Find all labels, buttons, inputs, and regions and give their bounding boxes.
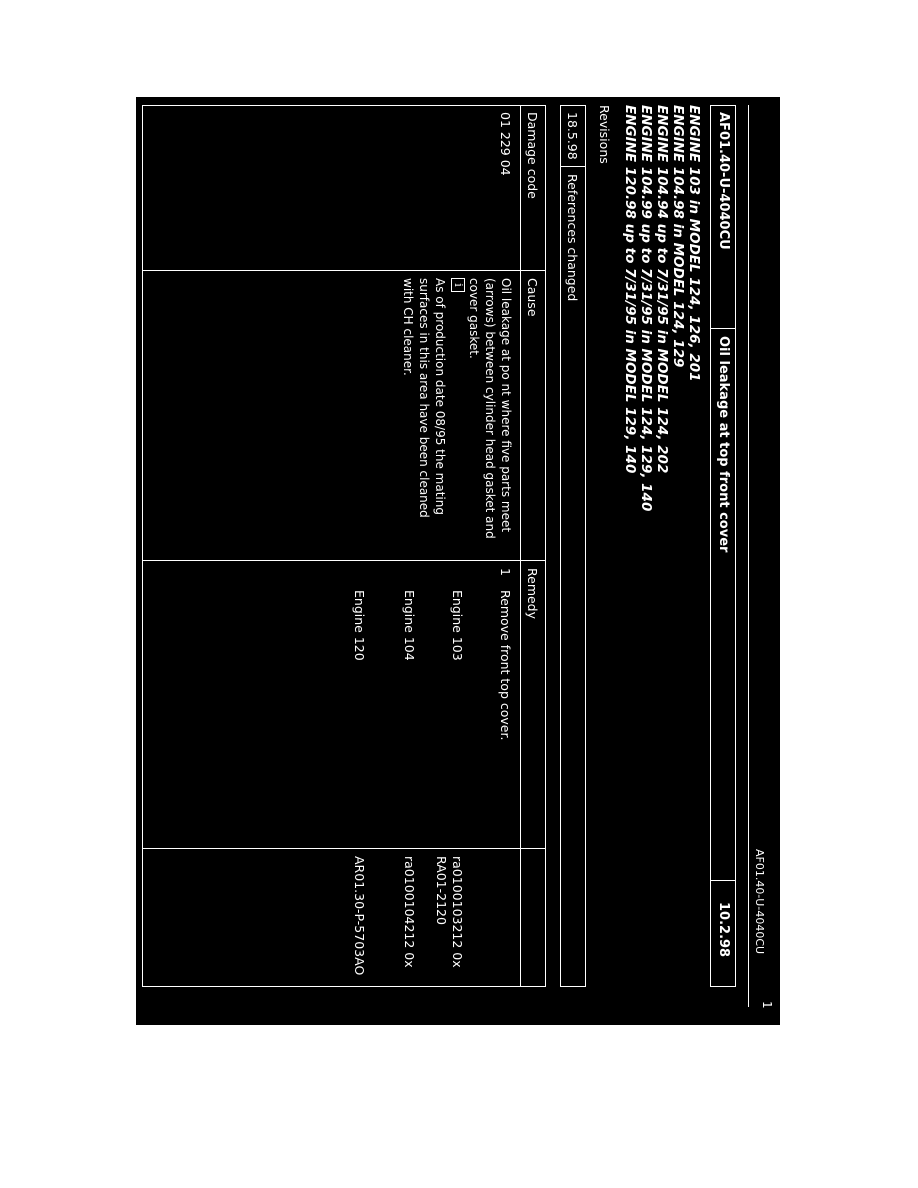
ref-label-engine-120: Engine 120 (352, 590, 367, 661)
revision-date: 18.5.98 (565, 112, 580, 160)
remedy-step-number: 1 (498, 568, 513, 576)
title-date: 10.2.98 (716, 902, 731, 958)
note-line: with CH cleaner. (401, 278, 415, 376)
header-doc-code: AF01.40-U-4040CU (753, 849, 766, 955)
header-damage-code: Damage code (525, 112, 540, 199)
revisions-table (560, 105, 586, 987)
ref-code: RA01-2120 (434, 856, 449, 925)
damage-table (142, 105, 546, 987)
title-bar (710, 105, 736, 987)
cause-line: Oil leakage at po nt where five parts meet (499, 278, 513, 533)
engine-line: ENGINE 104.99 up to 7/31/95 in MODEL 124, 129, 140 (638, 105, 654, 512)
engine-line: ENGINE 104.94 up to 7/31/95 in MODEL 124, 202 (654, 105, 670, 474)
ref-label-engine-103: Engine 103 (450, 590, 465, 661)
scanned-page (136, 97, 780, 1025)
header-rule (748, 105, 749, 1007)
note-line: surfaces in this area have been cleaned (417, 278, 431, 518)
damage-code-value: 01 229 04 (498, 112, 513, 176)
engine-line: ENGINE 103 in MODEL 124, 126, 201 (686, 105, 702, 382)
remedy-text: Remove front top cover. (498, 590, 513, 741)
revision-text: References changed (565, 174, 580, 302)
ref-code: ra0100104212 0x (402, 856, 417, 968)
rotated-document (136, 97, 780, 1025)
cause-line: (arrows) between cylinder head gasket and (483, 278, 497, 539)
note-line: As of production date 08/95 the mating (433, 278, 447, 515)
revisions-heading: Revisions (597, 105, 612, 164)
cause-line: cover gasket. (467, 278, 481, 359)
ref-code: ra0100103212 0x (450, 856, 465, 968)
engine-line: ENGINE 104.98 in MODEL 124, 129 (670, 105, 686, 368)
info-icon: i (451, 278, 465, 292)
page-number: 1 (760, 1001, 774, 1009)
ref-label-engine-104: Engine 104 (402, 590, 417, 661)
header-remedy: Remedy (525, 568, 540, 620)
engine-line: ENGINE 120.98 up to 7/31/95 in MODEL 129, 140 (622, 105, 638, 474)
header-cause: Cause (525, 278, 540, 317)
title-text: Oil leakage at top front cover (716, 336, 731, 553)
ref-code: AR01.30-P-5703AO (352, 856, 367, 976)
title-code: AF01.40-U-4040CU (716, 112, 731, 250)
